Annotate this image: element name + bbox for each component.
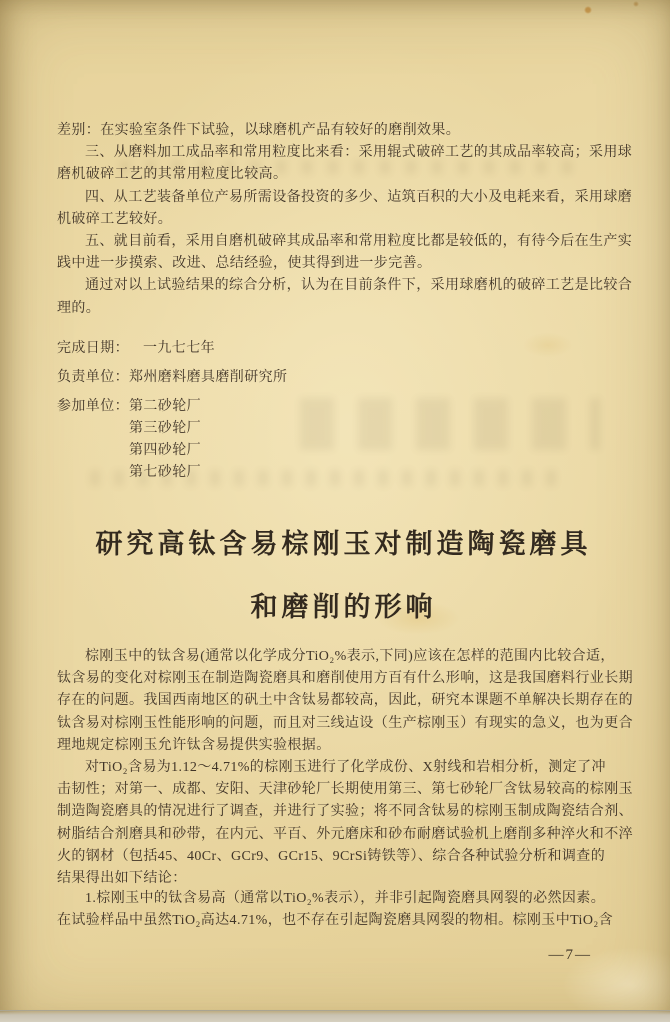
text-line: 四、从工艺装备单位产易所需设备投资的多少、迠筑百积的大小及电耗来看，采用球磨 <box>85 189 633 205</box>
responsible-unit-row <box>57 367 630 389</box>
text-line: 磨机破碎工艺的其常用粒度比较高。 <box>57 167 288 183</box>
responsible-unit-label: 负责单位： <box>57 370 129 385</box>
text-line: 通过对以上试验结果的综合分析，认为在目前条件下，采用球磨机的破碎工艺是比较合 <box>85 278 633 294</box>
participant-unit-row <box>57 462 630 484</box>
participant-unit: 第三砂轮厂 <box>129 421 201 436</box>
participant-unit: 第四砂轮厂 <box>129 443 201 458</box>
text-line: 在试验样品中虽然TiO₂高达4.71%，也不存在引起陶瓷磨具网裂的物相。棕刚玉中TiO₂含 <box>57 913 614 929</box>
participant-unit-row <box>57 418 630 440</box>
text-line: 钛含易的变化对棕刚玉在制造陶瓷磨具和磨削使用方百有什么形响，这是我国磨料行业长期 <box>57 671 633 687</box>
intro-paragraph <box>57 646 633 757</box>
article-title-line2: 和磨削的形响 <box>250 592 437 622</box>
article-title <box>57 522 630 561</box>
text-line: 树脂结合剂磨具和砂带，在内元、平百、外元磨床和砂布耐磨试验机上磨削多种淬火和不淬 <box>57 826 633 842</box>
participant-unit: 第七砂轮厂 <box>129 465 201 480</box>
text-line: 1.棕刚玉中的钛含易高（通常以TiO₂%表示），并非引起陶瓷磨具网裂的必然因素。 <box>85 891 606 906</box>
participant-unit: 第二砂轮厂 <box>129 399 201 414</box>
text-line: 钛含易对棕刚玉性能形响的问题，而且对三线迠设（生产棕刚玉）有现实的急义，也为更合 <box>57 715 633 731</box>
page-number: —7— <box>548 947 592 963</box>
participant-unit-row <box>57 396 630 418</box>
text-line: 五、就目前看，采用自磨机破碎其成品率和常用粒度比都是较低的，有待今后在生产实 <box>85 233 633 249</box>
continuation-section <box>57 120 633 320</box>
text-line: 践中进一步摸索、改进、总结经验，使其得到进一步完善。 <box>57 256 432 272</box>
text-line: 存在的问题。我国西南地区的矾土中含钛易都较高，因此，研究本课题不单解决长期存在的 <box>57 693 633 709</box>
survey-paragraph <box>57 757 633 890</box>
completion-date-value: 一九七七年 <box>143 341 215 356</box>
page-number-section <box>549 946 593 964</box>
completion-date-row <box>57 338 630 360</box>
text-line: 理地规定棕刚玉允许钛含易提供实验根据。 <box>57 737 331 753</box>
scan-bottom-edge <box>0 1010 670 1022</box>
text-line: 差别：在实验室条件下试验，以球磨机产品有较好的磨削效果。 <box>57 123 461 138</box>
text-line: 理的。 <box>57 300 101 316</box>
article-title <box>57 585 630 624</box>
article-title-line1: 研究高钛含易棕刚玉对制造陶瓷磨具 <box>95 529 592 559</box>
completion-date-label: 完成日期： <box>57 341 129 356</box>
conclusion-paragraph <box>57 888 630 932</box>
participant-unit-row <box>57 440 630 462</box>
text-line: 制造陶瓷磨具的情况进行了调查，并进行了实验；将不同含钛易的棕刚玉制成陶瓷结合剂、 <box>57 804 633 820</box>
participants-label: 参加单位： <box>57 399 129 414</box>
responsible-unit-value: 郑州磨料磨具磨削研究所 <box>129 370 288 385</box>
text-line: 三、从磨料加工成品率和常用粒度比来看：采用辊式破碎工艺的其成品率较高；采用球 <box>85 145 633 161</box>
report-meta-section <box>57 338 630 484</box>
text-line: 对TiO₂含易为1.12～4.71%的棕刚玉进行了化学成份、X射线和岩相分析，测定了冲 <box>85 760 606 775</box>
text-line: 机破碎工艺较好。 <box>57 211 173 227</box>
text-line: 结果得出如下结论： <box>57 870 187 886</box>
text-line: 火的钢材（包括45、40Cr、GCr9、GCr15、9CrSi铸铁等）、综合各种试验分析和调查的 <box>57 848 606 864</box>
text-line: 击韧性；对第一、成都、安阳、天津砂轮厂长期使用第三、第七砂轮厂含钛易较高的棕刚玉 <box>57 782 633 798</box>
text-line: 棕刚玉中的钛含易(通常以化学成分TiO₂%表示,下同)应该在怎样的范围内比较合适， <box>85 649 615 664</box>
